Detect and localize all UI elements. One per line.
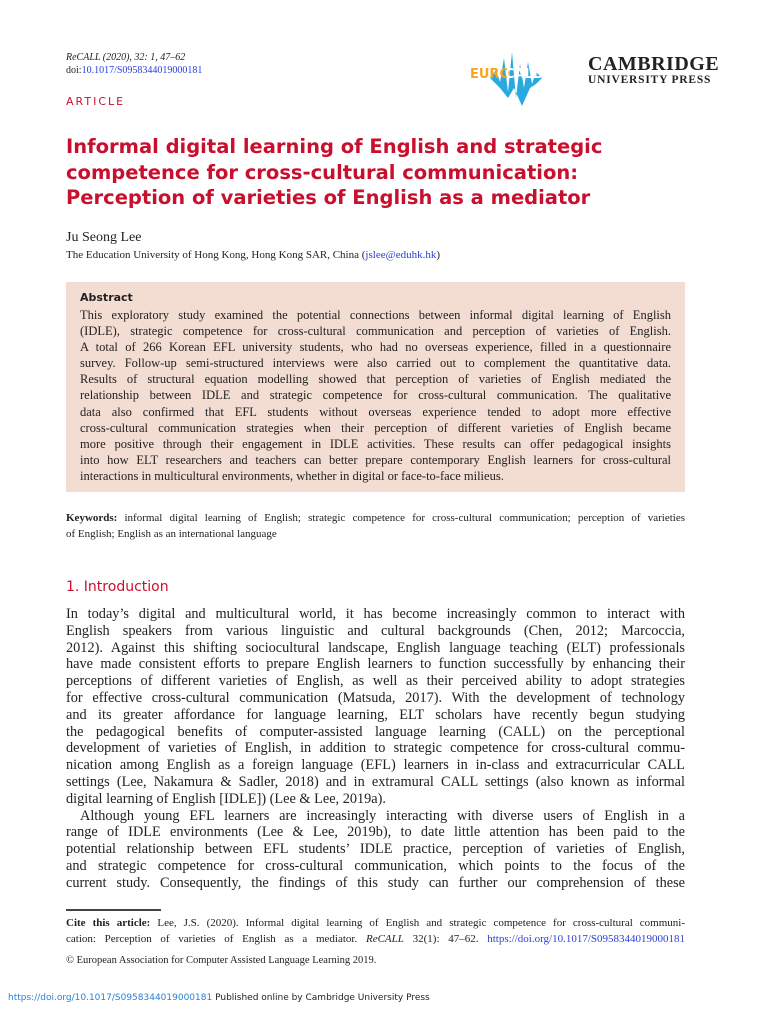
paper-title	[66, 134, 602, 211]
section-heading-introduction: 1. Introduction	[66, 579, 169, 595]
text-line: nication among English as a foreign language (EFL) learners in in-class and extracurricular CALL	[66, 757, 685, 774]
author-email-link[interactable]: jslee@eduhk.hk	[365, 249, 437, 261]
text-line: A total of 266 Korean EFL university students, who had no overseas experience, filled in a questionnaire	[80, 340, 671, 355]
text-line: digital learning of English [IDLE]) (Lee & Lee, 2019a).	[66, 790, 386, 807]
text-line: survey. Follow-up semi-structured interviews were also carried out to complement the quantitative data.	[80, 356, 671, 371]
cambridge-logo	[588, 54, 719, 86]
text-line: Although young EFL learners are increasingly interacting with diverse users of English in a	[80, 807, 685, 824]
text-line: English speakers from various linguistic and cultural backgrounds (Chen, 2012; Marcoccia,	[66, 622, 685, 639]
cite-doi-link[interactable]: https://doi.org/10.1017/S0958344019000181	[487, 933, 686, 945]
doi-prefix: doi:	[66, 65, 82, 76]
text-line: current study. Consequently, the findings of this study can further our comprehension of these	[66, 874, 685, 891]
journal-citation: ReCALL (2020), 32: 1, 47–62	[66, 52, 186, 63]
publisher-name: CAMBRIDGE	[588, 53, 720, 75]
text-line: relationship between IDLE and strategic competence for cross-cultural communication. The qualitative	[80, 388, 671, 403]
text-line: In today’s digital and multicultural world, it has become increasingly common to interact with	[66, 606, 685, 622]
cite-this-article	[66, 915, 685, 947]
text-line: perceptions of different varieties of English, as well as their perceived ability to adopt strategies	[66, 673, 685, 690]
footnote-divider	[66, 909, 161, 911]
keywords-text: of English; English as an international language	[66, 528, 277, 540]
keywords-text: informal digital learning of English; strategic competence for cross-cultural communication; perception of varieties	[124, 512, 685, 524]
keywords-label: Keywords:	[66, 512, 118, 524]
footer-doi-link[interactable]: https://doi.org/10.1017/S0958344019000181	[8, 993, 213, 1003]
text-line: and strategic competence for cross-cultural communication, which points to the focus of the	[66, 857, 685, 874]
logo-euro-text: EURO	[470, 67, 511, 82]
text-line: have made consistent efforts to prepare English learners to function successfully by enhancing their	[66, 656, 685, 673]
abstract-heading: Abstract	[80, 291, 133, 304]
text-line: potential relationship between EFL students’ IDLE practice, perception of varieties of English,	[66, 841, 685, 858]
affiliation	[66, 249, 440, 261]
affiliation-text: The Education University of Hong Kong, Hong Kong SAR, China (	[66, 249, 366, 261]
copyright: © European Association for Computer Assisted Language Learning 2019.	[66, 955, 377, 966]
cite-text: cation: Perception of varieties of English as a mediator.	[66, 933, 358, 945]
journal-info	[66, 51, 202, 77]
text-line: more positive through their engagement in IDLE activities. These results can offer pedagogical insights	[80, 436, 671, 451]
cite-text: 32(1): 47–62.	[412, 933, 479, 945]
footer-text: Published online by Cambridge University Press	[215, 993, 430, 1003]
text-line: (IDLE), strategic competence for cross-cultural communication and perception of varieties of English.	[80, 324, 671, 339]
text-line: development of varieties of English, in addition to strategic competence for cross-cultural commu-	[66, 740, 685, 757]
text-line: cross-cultural communication strategies when their perception of different varieties of English became	[80, 420, 671, 435]
abstract-text	[80, 307, 671, 484]
publisher-subname: UNIVERSITY PRESS	[588, 74, 712, 86]
eurocall-waveform-icon	[470, 48, 550, 108]
title-line: competence for cross-cultural communication:	[66, 160, 579, 184]
cite-journal: ReCALL	[365, 933, 404, 945]
text-line: for effective cross-cultural communication (Matsuda, 2017). With the development of technology	[66, 689, 685, 706]
text-line: data also confirmed that EFL students without overseas experience tended to adopt more effective	[80, 404, 671, 419]
article-type: ARTICLE	[66, 95, 126, 108]
cite-text: Lee, J.S. (2020). Informal digital learning of English and strategic competence for cross-cultural communi-	[157, 917, 686, 929]
text-line: into how ELT researchers and teachers can better prepare contemporary English learners for cross-cultural	[80, 452, 671, 467]
page-footer	[8, 993, 430, 1003]
text-line: and its greater affordance for language learning, ELT scholars have recently begun studying	[66, 706, 685, 723]
keywords	[66, 510, 685, 542]
text-line: settings (Lee, Nakamura & Sadler, 2018) and in extramural CALL settings (also known as informal	[66, 773, 685, 790]
text-line: 2012). Against this shifting sociocultural landscape, English language teaching (ELT) professionals	[66, 639, 685, 656]
text-line: Results of structural equation modelling showed that perception of varieties of English mediated the	[80, 372, 671, 387]
eurocall-logo	[470, 48, 550, 113]
introduction-text	[66, 606, 685, 892]
text-line: range of IDLE environments (Lee & Lee, 2019b), to date little attention has been paid to the	[66, 824, 685, 841]
text-line: the pedagogical benefits of computer-assisted language learning (CALL) on the perceptional	[66, 723, 685, 740]
text-line: interactions in multicultural environments, whether in digital or face-to-face milieus.	[80, 468, 504, 483]
author-name: Ju Seong Lee	[66, 230, 142, 245]
affiliation-close: )	[436, 249, 441, 261]
title-line: Informal digital learning of English and strategic	[66, 135, 603, 158]
cite-label: Cite this article:	[66, 917, 151, 929]
text-line: This exploratory study examined the potential connections between informal digital learning of English	[80, 308, 671, 322]
logo-call-text: CALL	[505, 67, 542, 82]
title-line: Perception of varieties of English as a mediator	[66, 186, 591, 209]
doi-link[interactable]: 10.1017/S0958344019000181	[81, 65, 203, 76]
